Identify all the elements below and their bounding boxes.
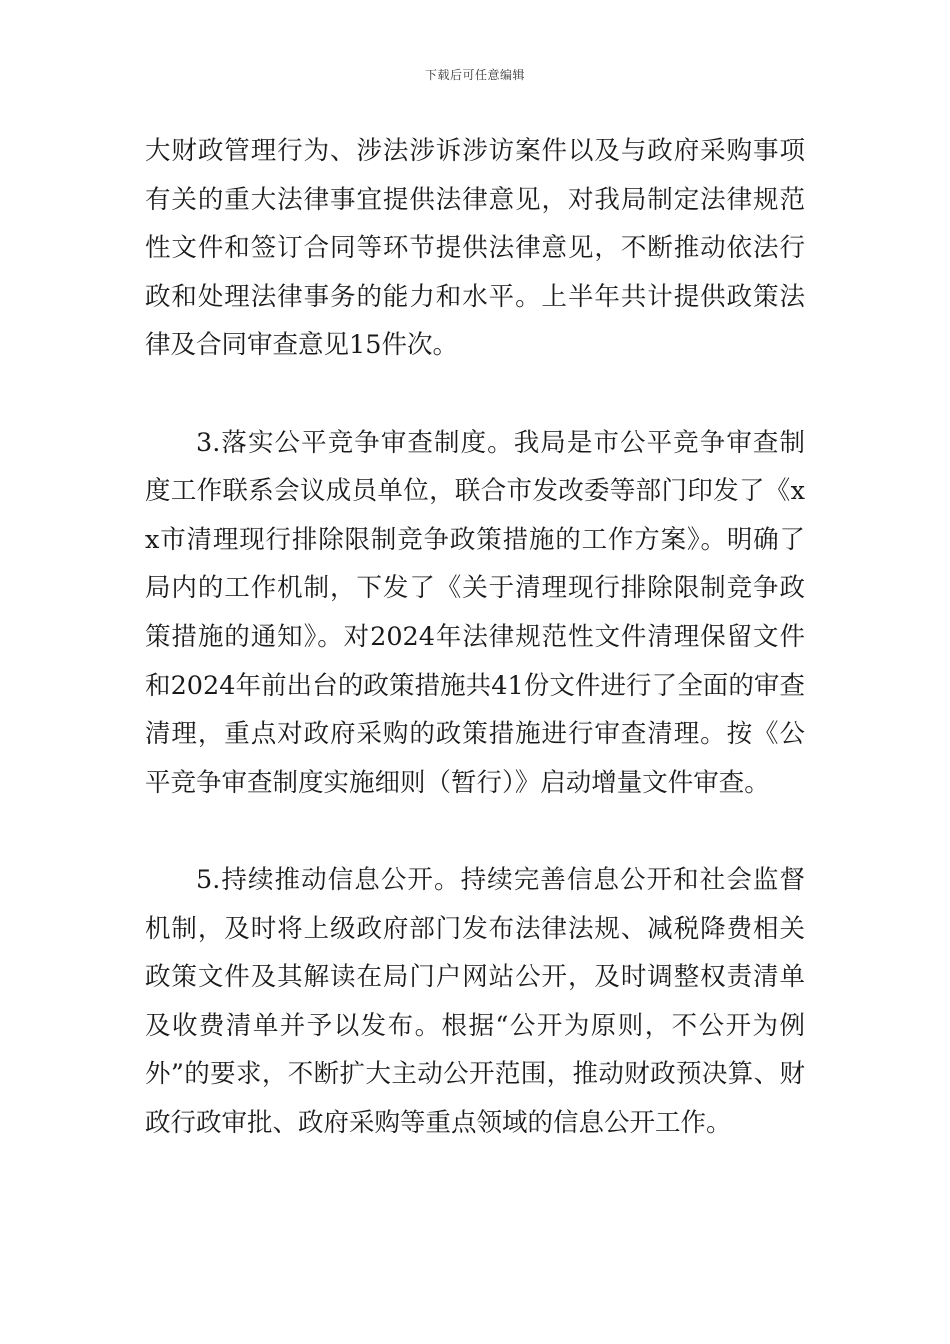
paragraph-fair-competition-review: 3.落实公平竞争审查制度。我局是市公平竞争审查制度工作联系会议成员单位，联合市发改委等部门印发了《xx市清理现行排除限制竞争政策措施的工作方案》。明确了局内的工作机制，下发了《关于清理现行排除限制竞争政策措施的通知》。对2024年法律规范性文件清理保留文件和2024年前出台的政策措施共41份文件进行了全面的审查清理，重点对政府采购的政策措施进行审查清理。按《公平竞争审查制度实施细则（暂行）》启动增量文件审查。 — [145, 427, 805, 798]
page-header-note: 下载后可任意编辑 — [424, 68, 525, 82]
document-body — [145, 127, 805, 1147]
paragraph-spacer — [145, 370, 805, 419]
paragraph-information-disclosure: 5.持续推动信息公开。持续完善信息公开和社会监督机制，及时将上级政府部门发布法律法规、减税降费相关政策文件及其解读在局门户网站公开，及时调整权责清单及收费清单并予以发布。根据“公开为原则，不公开为例外”的要求，不断扩大主动公开范围，推动财政预决算、财政行政审批、政府采购等重点领域的信息公开工作。 — [145, 864, 805, 1138]
paragraph-continuation: 大财政管理行为、涉法涉诉涉访案件以及与政府采购事项有关的重大法律事宜提供法律意见，对我局制定法律规范性文件和签订合同等环节提供法律意见，不断推动依法行政和处理法律事务的能力和水平。上半年共计提供政策法律及合同审查意见15件次。 — [145, 136, 805, 361]
paragraph-spacer — [145, 807, 805, 856]
